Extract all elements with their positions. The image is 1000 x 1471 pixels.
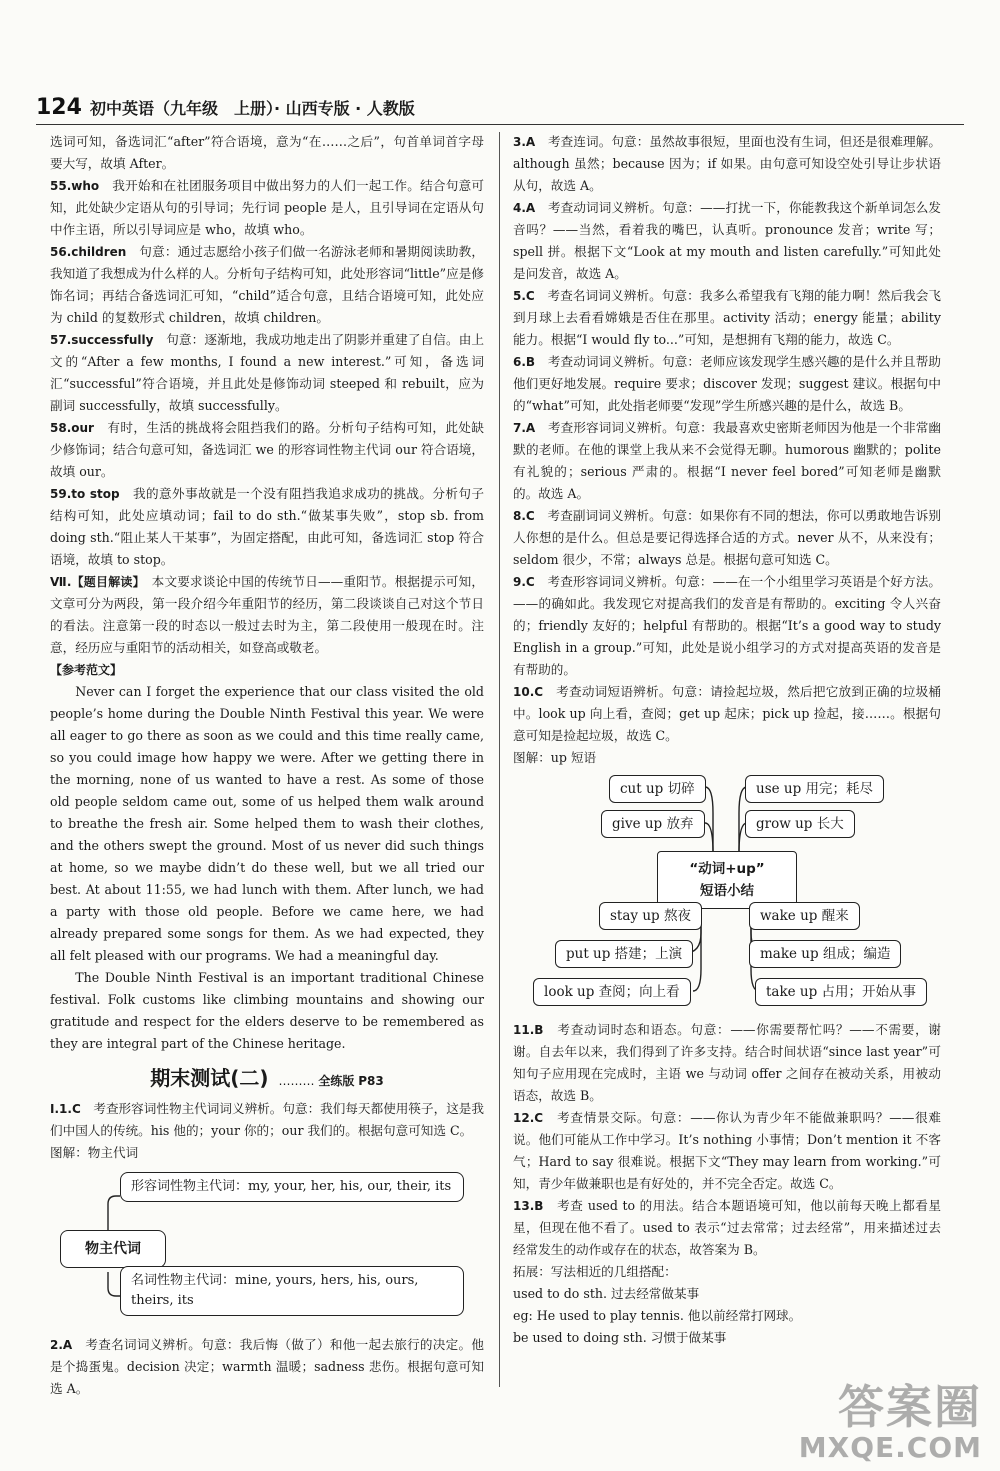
answer-text: 考查形容词词义辨析。句意：——在一个小组里学习英语是个好方法。——的确如此。我发现它对提高我们的发音是有帮助的。exciting 令人兴奋的；friendly 友好的；helpful 有帮助的。根据“It’s a good way to study English in a group.”可知，此处是说小组学习的方式对提高英语的发音是有帮助的。	[513, 574, 941, 677]
possessive-diagram-caption: 图解：物主代词	[50, 1145, 139, 1160]
answer-item	[513, 1107, 941, 1195]
answer-text: 考查动词时态和语态。句意：——你需要帮忙吗？——不需要，谢谢。自去年以来，我们得到了许多支持。结合时间状语“since last year”可知句子应用现在完成时，主语 we 与动词 offer 之间存在被动关系，用被动语态，故选 B。	[513, 1022, 941, 1103]
left-column	[50, 131, 484, 1400]
essay-paragraph-2: The Double Ninth Festival is an important traditional Chinese festival. Folk customs like climbing mountains and showing our gratitude and respect for the elders deserve to be remembered as they are integral part of the Chinese heritage.	[50, 970, 484, 1051]
answer-item	[50, 241, 484, 329]
answer-text: 有时，生活的挑战将会阻挡我们的路。分析句子结构可知，此处缺少修饰词；结合句意可知，备选词汇 we 的形容词性物主代词 our 符合语境，故填 our。	[50, 420, 484, 479]
right-column	[513, 131, 941, 1349]
column-divider	[499, 132, 500, 1387]
answer-label: 9.C	[513, 575, 535, 589]
answer-text: 考查动词短语辨析。句意：请捡起垃圾，然后把它放到正确的垃圾桶中。look up 向上看，查阅；get up 起床；pick up 捡起，接……。根据句意可知是捡起垃圾，故选 C。	[513, 684, 941, 743]
answer-label: 58.our	[50, 421, 94, 435]
node-put-up: put up 搭建；上演	[555, 940, 693, 968]
answer-label: 4.A	[513, 201, 536, 215]
answer-item	[50, 1334, 484, 1400]
answer-item	[513, 1019, 941, 1107]
exam-title: 期末测试(二)	[150, 1066, 269, 1090]
center-line-2: 短语小结	[700, 883, 754, 899]
answer-item	[513, 417, 941, 505]
connector-cut-up	[705, 787, 713, 853]
essay-paragraph-1: Never can I forget the experience that our class visited the old people’s home during the Double Ninth Festival this year. We were all eager to go there as soon as we could and this time really came, so you could image how happy we were. After we getting there in the morning, none of us wanted to have a rest. As some of those old people seldom came out, some of us helped them walk around to breathe the fresh air. Some helped them to wash their clothes, and the others swept the ground. Most of us never did such things at home, so we maybe didn’t do these well, but we all tried our best. At about 11:55, we had lunch with them. After lunch, we had a party with those old people. Before we came here, we had already prepared some songs for them. As we had expected, they all felt pleased with our programs. We had a meaningful day.	[50, 684, 484, 963]
answer-text: 考查形容词性物主代词词义辨析。句意：我们每天都使用筷子，这是我们中国人的传统。his 他的；your 你的；our 我们的。根据句意可知选 C。	[50, 1101, 484, 1138]
sample-label-line	[50, 659, 484, 681]
answer-item	[50, 175, 484, 241]
watermark-logo-text: 答案圈	[838, 1380, 982, 1434]
answer-text: 考查动词词义辨析。句意：——打扰一下，你能教我这个新单词怎么发音吗？——当然，看着我的嘴巴，认真听。pronounce 发音；write 写；spell 拼。根据下文“Look at my mouth and listen carefully.”可知此处是问发音，故选 A。	[513, 200, 941, 281]
answer-text: 考查情景交际。句意：——你认为青少年不能做兼职吗？——很难说。他们可能从工作中学习。It’s nothing 小事情；Don’t mention it 不客气；Hard to say 很难说。根据下文“They may learn from working.”可知，青少年做兼职也是有好处的，并不完全否定。故选 C。	[513, 1110, 941, 1191]
extension-line: be used to doing sth. 习惯于做某事	[513, 1330, 727, 1345]
connector-give-up	[705, 823, 713, 853]
answer-text: 句意：通过志愿给小孩子们做一名游泳老师和暑期阅读助教，我知道了我想成为什么样的人。分析句子结构可知，此处形容词“little”应是修饰名词；再结合备选词汇可知，“child”适合句意，且结合语境可知，此处应为 child 的复数形式 children，故填 children。	[50, 244, 484, 325]
answer-label: 5.C	[513, 289, 535, 303]
mind-map-center	[657, 851, 797, 909]
extension-line: eg: He used to play tennis. 他以前经常打网球。	[513, 1308, 802, 1323]
answer-label: 13.B	[513, 1199, 544, 1213]
answer-label: 57.successfully	[50, 333, 154, 347]
answer-item	[513, 1195, 941, 1261]
answer-label: 55.who	[50, 179, 100, 193]
answer-label: 59.to stop	[50, 487, 120, 501]
book-title: 初中英语（九年级 上册）· 山西专版 · 人教版	[89, 98, 415, 118]
section7-text: 本文要求谈论中国的传统节日——重阳节。根据提示可知，文章可分为两段，第一段介绍今年重阳节的经历，第二段谈谈自己对这个节日的看法。注意第一段的时态以一般过去时为主，第二段使用一般现在时。注意，经历应与重阳节的活动相关，如登高或敬老。	[50, 574, 485, 655]
page-number: 124	[36, 94, 82, 120]
up-phrase-mind-map	[513, 773, 941, 1019]
exam-ref-label: 全练版	[318, 1074, 355, 1088]
node-give-up: give up 放弃	[601, 810, 705, 838]
possessive-pronoun-diagram	[50, 1168, 484, 1328]
adjective-possessive-box: 形容词性物主代词：my, your, her, his, our, their, its	[120, 1172, 464, 1202]
header-rule	[36, 124, 964, 125]
exam-reference	[279, 1070, 384, 1092]
watermark-logo	[799, 1381, 982, 1463]
answer-text: 我开始和在社团服务项目中做出努力的人们一起工作。结合句意可知，此处缺少定语从句的引导词；先行词 people 是人，且引导词在定语从句中作主语，所以引导词应是 who，故填 who。	[50, 178, 484, 237]
section7-label: Ⅶ.【题目解读】	[50, 575, 139, 589]
node-make-up: make up 组成；编造	[749, 940, 901, 968]
answer-label: 12.C	[513, 1111, 544, 1125]
answer-item	[50, 1098, 484, 1142]
answer-item	[50, 483, 484, 571]
answer-text: 考查连词。句意：虽然故事很短，里面也没有生词，但还是很难理解。although 虽然；because 因为；if 如果。由句意可知设空处引导让步状语从句，故选 A。	[513, 134, 941, 193]
watermark-site-text: MXQE.COM	[798, 1431, 982, 1464]
answer-item	[513, 131, 941, 197]
possessive-center-node: 物主代词	[60, 1230, 166, 1268]
up-phrase-diagram-caption: 图解：up 短语	[513, 750, 597, 765]
page-header	[36, 92, 415, 122]
answer-text: 考查名词词义辨析。句意：我后悔（做了）和他一起去旅行的决定。他是个捣蛋鬼。decision 决定；warmth 温暖；sadness 悲伤。根据句意可知选 A。	[50, 1337, 484, 1396]
answer-label: 7.A	[513, 421, 536, 435]
connector-top	[108, 1196, 120, 1230]
center-line-1: “动词+up”	[689, 861, 765, 877]
section7-interpretation	[50, 571, 484, 659]
answer-item	[513, 571, 941, 681]
answer-text: 考查副词词义辨析。句意：如果你有不同的想法，你可以勇敢地告诉别人你想的是什么。但总是要记得选择合适的方式。never 从不，从来没有；seldom 很少，不常；always 总是。根据句意可知选 C。	[513, 508, 941, 567]
answer-item	[513, 285, 941, 351]
exam-title-row	[50, 1067, 484, 1092]
node-use-up: use up 用完；耗尽	[745, 775, 884, 803]
answer-item	[513, 681, 941, 747]
node-take-up: take up 占用；开始从事	[755, 978, 927, 1006]
answer-text: 考查形容词词义辨析。句意：我最喜欢史密斯老师因为他是一个非常幽默的老师。在他的课堂上我从来不会觉得无聊。humorous 幽默的；polite 有礼貌的；serious 严肃的。根据“I never feel bored”可知老师是幽默的。故选 A。	[513, 420, 941, 501]
answer-item	[50, 417, 484, 483]
intro-text: 选词可知，备选词汇“after”符合语境，意为“在……之后”，句首单词首字母要大写，故填 After。	[50, 134, 484, 171]
extension-line: used to do sth. 过去经常做某事	[513, 1286, 700, 1301]
node-cut-up: cut up 切碎	[609, 775, 706, 803]
answer-label: 3.A	[513, 135, 536, 149]
answer-item	[513, 197, 941, 285]
answer-text: 句意：逐渐地，我成功地走出了阴影并重建了自信。由上文的“After a few months, I found a new interest.”可知，备选词汇“successful”符合语境，并且此处是修饰动词 steeped 和 rebuilt，应为副词 successfully，故填 successfully。	[50, 332, 484, 413]
node-stay-up: stay up 熬夜	[599, 902, 702, 930]
node-grow-up: grow up 长大	[745, 810, 855, 838]
answer-label: 6.B	[513, 355, 536, 369]
connector-bottom	[108, 1272, 120, 1296]
exam-ref-page: P83	[358, 1074, 384, 1088]
answer-item	[513, 505, 941, 571]
answer-label: 8.C	[513, 509, 535, 523]
extension-line: 拓展：写法相近的几组搭配：	[513, 1264, 677, 1279]
answer-label: 56.children	[50, 245, 127, 259]
answer-item	[513, 351, 941, 417]
answer-label: 11.B	[513, 1023, 544, 1037]
sample-essay-label: 【参考范文】	[50, 663, 123, 677]
answer-text: 考查动词词义辨析。句意：老师应该发现学生感兴趣的是什么并且帮助他们更好地发展。require 要求；discover 发现；suggest 建议。根据句中的“what”可知，此处指老师要“发现”学生所感兴趣的是什么，故选 B。	[513, 354, 941, 413]
answer-label: 10.C	[513, 685, 544, 699]
answer-text: 考查 used to 的用法。结合本题语境可知，他以前每天晚上都看星星，但现在他不看了。used to 表示“过去常常；过去经常”，用来描述过去经常发生的动作或存在的状态，故答案为 B。	[513, 1198, 941, 1257]
answer-label: Ⅰ.1.C	[50, 1102, 81, 1116]
node-look-up: look up 查阅；向上看	[533, 978, 691, 1006]
answer-text: 我的意外事故就是一个没有阻挡我追求成功的挑战。分析句子结构可知，此处应填动词；fail to do sth.“做某事失败”，stop sb. from doing sth.“阻止某人干某事”，为固定搭配，由此可知，备选词汇 stop 符合语境，故填 to stop。	[50, 486, 484, 567]
answer-label: 2.A	[50, 1338, 73, 1352]
exam-ref-dots: ………	[278, 1074, 315, 1088]
answer-item	[50, 329, 484, 417]
node-wake-up: wake up 醒来	[749, 902, 860, 930]
answer-text: 考查名词词义辨析。句意：我多么希望我有飞翔的能力啊！然后我会飞到月球上去看看嫦娥是否住在那里。activity 活动；energy 能量；ability 能力。根据“I would fly to...”可知，是想拥有飞翔的能力，故选 C。	[513, 288, 941, 347]
noun-possessive-box: 名词性物主代词：mine, yours, hers, his, ours, theirs, its	[120, 1266, 464, 1316]
